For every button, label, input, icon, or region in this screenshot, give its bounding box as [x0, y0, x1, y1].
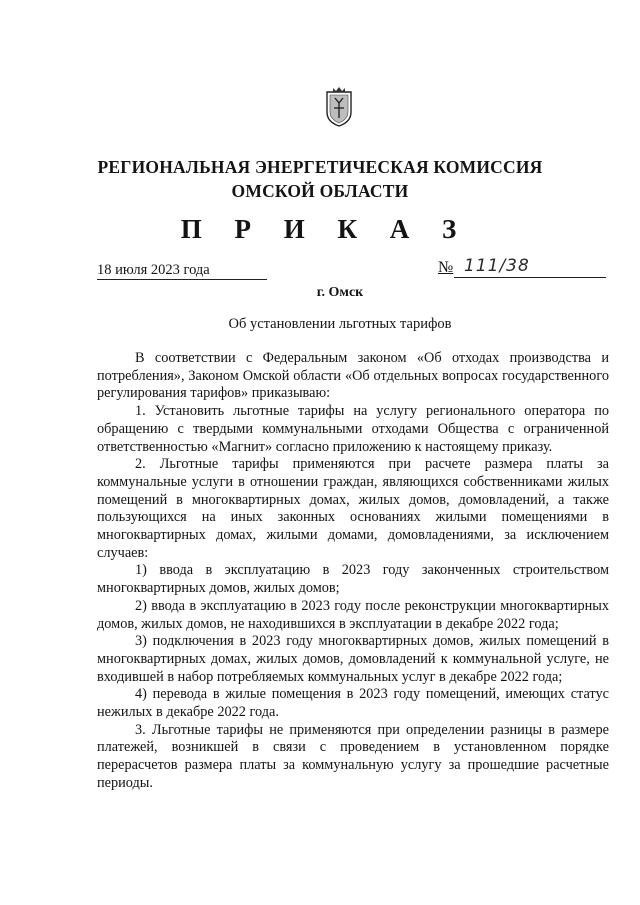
org-name-line1: РЕГИОНАЛЬНАЯ ЭНЕРГЕТИЧЕСКАЯ КОМИССИЯ	[97, 157, 543, 177]
omsk-coat-of-arms-icon	[324, 86, 354, 128]
paragraph-item-2: 2. Льготные тарифы применяются при расчете размера платы за коммунальные услуги в отношении граждан, являющихся собственниками жилых помещений в многоквартирных домах, жилых домов, домовладений, а также пользующихся на иных законных основаниях жилыми помещениями в многоквартирных домах, жилыми домами, домовладениями, за исключением случаев:	[97, 456, 609, 561]
document-type-title: П Р И К А З	[180, 214, 470, 244]
document-body	[97, 350, 609, 793]
paragraph-subitem-3: 3) подключения в 2023 году многоквартирных домов, жилых помещений в многоквартирных домах, жилых домов, домовладений к коммунальной услуге, не входившей в набор потребляемых коммунальных услуг в декабре 2022 года;	[97, 633, 609, 685]
paragraph-subitem-2: 2) ввода в эксплуатацию в 2023 году после реконструкции многоквартирных домов, жилых домов, не находившихся в эксплуатации в декабре 2022 года;	[97, 597, 609, 632]
paragraph-preamble: В соответствии с Федеральным законом «Об отходах производства и потребления», Законом Омской области «Об отдельных вопросах государственного регулирования тарифов» приказываю:	[97, 350, 609, 402]
paragraph-subitem-1: 1) ввода в эксплуатацию в 2023 году законченных строительством многоквартирных домов, жилых домов;	[97, 562, 609, 597]
paragraph-item-3: 3. Льготные тарифы не применяются при определении разницы в размере платежей, возникшей в связи с проведением в установленном порядке перерасчетов размера платы за коммунальную услугу за прошедшие расчетные периоды.	[97, 721, 609, 791]
date-underline	[97, 279, 267, 280]
org-name-line2: ОМСКОЙ ОБЛАСТИ	[231, 181, 409, 201]
number-underline	[454, 277, 606, 278]
document-date: 18 июля 2023 года	[97, 262, 210, 278]
paragraph-subitem-4: 4) перевода в жилые помещения в 2023 году помещений, имеющих статус нежилых в декабре 2022 года.	[97, 686, 609, 721]
number-label: №	[438, 259, 454, 276]
paragraph-item-1: 1. Установить льготные тарифы на услугу регионального оператора по обращению с твердыми коммунальными отходами Общества с ограниченной ответственностью «Магнит» согласно приложению к настоящему приказу.	[97, 403, 609, 455]
document-number: 111/38	[464, 256, 530, 276]
document-subject: Об установлении льготных тарифов	[228, 316, 452, 332]
city-name: г. Омск	[316, 285, 364, 300]
